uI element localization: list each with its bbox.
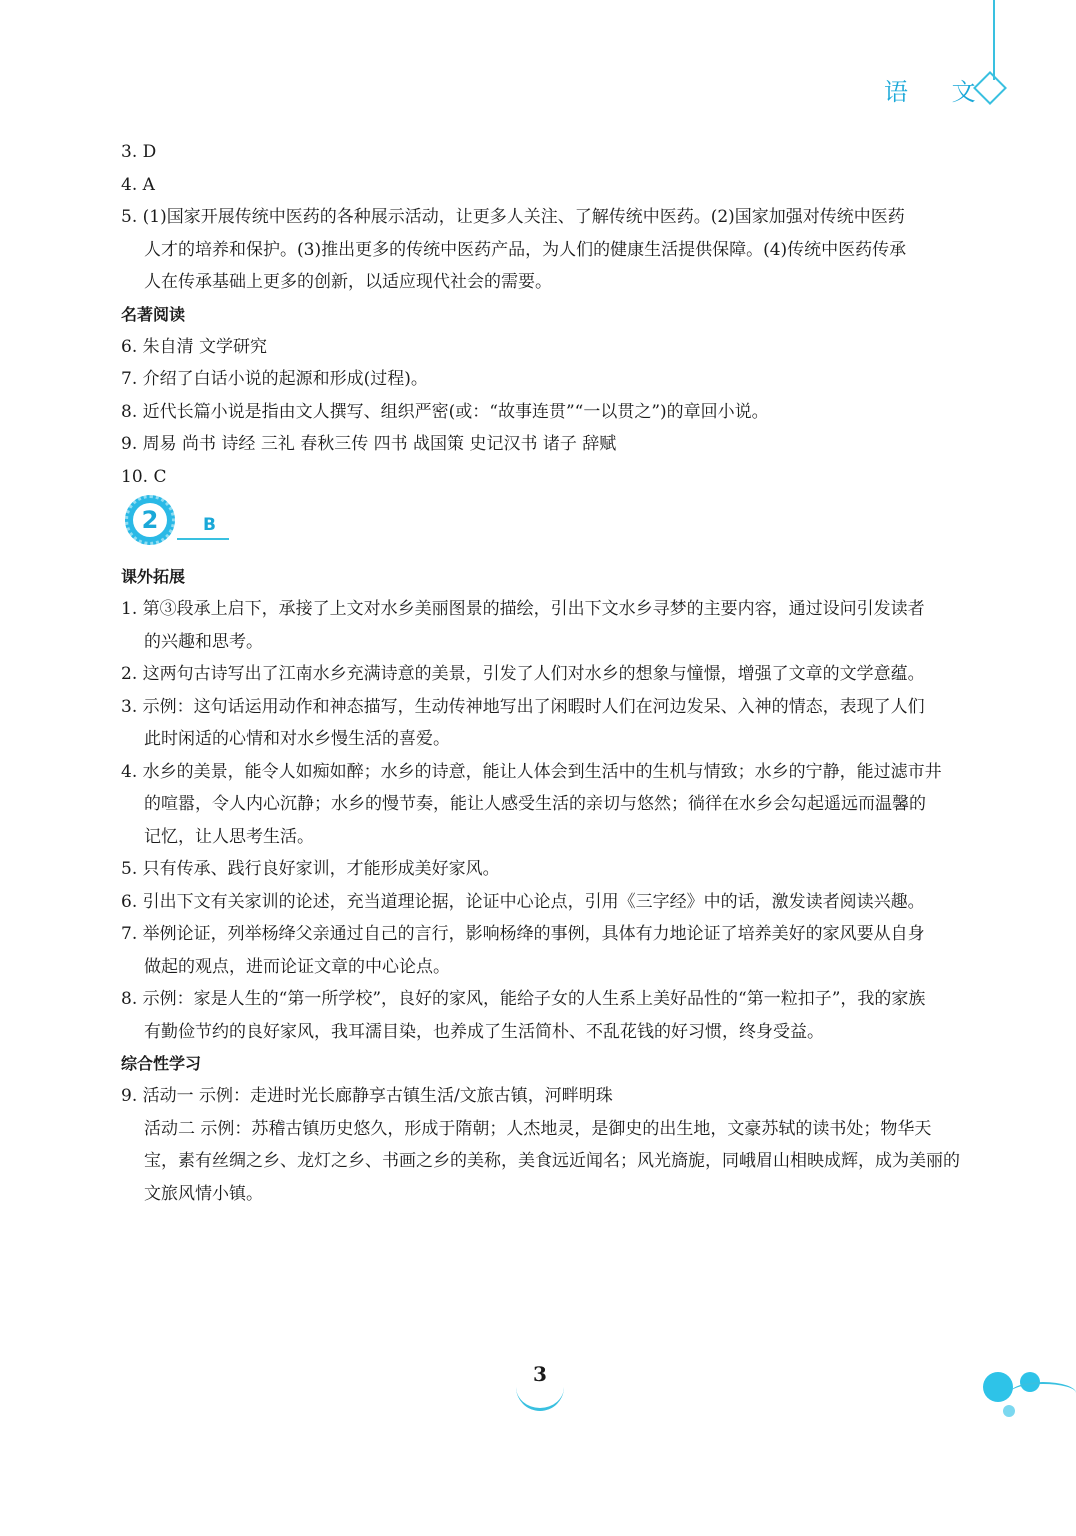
answer-line: 6. 引出下文有关家训的论述，充当道理论据，论证中心论点，引用《三字经》中的话，激发读者阅读兴趣。 <box>121 891 925 912</box>
answer-line: 宝，素有丝绸之乡、龙灯之乡、书画之乡的美称，美食远近闻名；风光旖旎，同峨眉山相映成辉，成为美丽的 <box>144 1151 960 1171</box>
part1-items <box>121 136 961 299</box>
answer-line: 4. A <box>121 174 155 195</box>
decor-curve-icon <box>1010 1382 1076 1404</box>
answer-line: 9. 周易 尚书 诗经 三礼 春秋三传 四书 战国策 史记汉书 诸子 辞赋 <box>121 434 617 454</box>
answer-line: 有勤俭节约的良好家风，我耳濡目染，也养成了生活简朴、不乱花钱的好习惯，终身受益。 <box>144 1021 824 1042</box>
answer-line: 9. 活动一 示例：走进时光长廊静享古镇生活/文旅古镇，河畔明珠 <box>121 1086 613 1106</box>
part-badge <box>121 495 961 561</box>
part1-items2 <box>121 331 961 494</box>
section-title-comprehensive: 综合性学习 <box>121 1054 202 1073</box>
answer-line: 的喧嚣，令人内心沉静；水乡的慢节奏，能让人感受生活的亲切与悠然；徜徉在水乡会勾起遥远而温馨的 <box>144 794 926 814</box>
answer-line: 7. 举例论证，列举杨绛父亲通过自己的言行，影响杨绛的事例，具体有力地论证了培养美好的家风要从自身 <box>121 924 925 944</box>
answer-line: 8. 示例：家是人生的“第一所学校”，良好的家风，能给子女的人生系上美好品性的“第一粒扣子”，我的家族 <box>121 989 926 1009</box>
answer-line: 2. 这两句古诗写出了江南水乡充满诗意的美景，引发了人们对水乡的想象与憧憬，增强了文章的文学意蕴。 <box>121 664 925 684</box>
answer-line: 5. (1)国家开展传统中医药的各种展示活动，让更多人关注、了解传统中医药。(2)国家加强对传统中医药 <box>121 207 905 227</box>
answer-line: 的兴趣和思考。 <box>144 631 263 652</box>
page-number: 3 <box>533 1362 547 1386</box>
answer-line: 7. 介绍了白话小说的起源和形成(过程)。 <box>121 369 428 389</box>
answer-line: 5. 只有传承、践行良好家训，才能形成美好家风。 <box>121 859 500 879</box>
answer-line: 此时闲适的心情和对水乡慢生活的喜爱。 <box>144 729 450 749</box>
header-deco-line <box>993 0 995 80</box>
decor-dot-icon <box>1003 1405 1015 1417</box>
section-title-classics: 名著阅读 <box>121 304 186 324</box>
answer-line: 人才的培养和保护。(3)推出更多的传统中医药产品，为人们的健康生活提供保障。(4)传统中医药传承 <box>144 239 907 260</box>
answer-line: 记忆，让人思考生活。 <box>144 826 314 847</box>
badge-underline <box>177 538 229 540</box>
answer-line: 10. C <box>121 466 167 487</box>
badge-letter: B <box>203 515 216 535</box>
answer-line: 1. 第③段承上启下，承接了上文对水乡美丽图景的描绘，引出下文水乡寻梦的主要内容，通过设问引发读者 <box>121 599 925 619</box>
part2-items2 <box>121 1080 961 1210</box>
answer-line: 4. 水乡的美景，能令人如痴如醉；水乡的诗意，能让人体会到生活中的生机与情致；水乡的宁静，能过滤市井 <box>121 761 942 782</box>
answer-line: 做起的观点，进而论证文章的中心论点。 <box>144 956 450 977</box>
badge-number: 2 <box>133 503 167 537</box>
answer-line: 6. 朱自清 文学研究 <box>121 336 268 357</box>
answer-line: 活动二 示例：苏稽古镇历史悠久，形成于隋朝；人杰地灵，是御史的出生地，文豪苏轼的读书处；物华天 <box>144 1118 932 1139</box>
section-title-extension: 课外拓展 <box>121 567 186 586</box>
decor-dot-icon <box>983 1372 1013 1402</box>
answer-line: 3. 示例：这句话运用动作和神态描写，生动传神地写出了闲暇时人们在河边发呆、入神的情态，表现了人们 <box>121 696 925 717</box>
answer-content <box>121 136 961 1210</box>
answer-line: 文旅风情小镇。 <box>144 1183 263 1204</box>
badge-circle-icon <box>125 495 175 545</box>
answer-line: 8. 近代长篇小说是指由文人撰写、组织严密(或：“故事连贯”“一以贯之”)的章回小说。 <box>121 401 769 422</box>
answer-line: 人在传承基础上更多的创新，以适应现代社会的需要。 <box>144 272 552 292</box>
part2-items <box>121 593 961 1048</box>
answer-line: 3. D <box>121 142 157 162</box>
subject-title: 语 文 <box>884 78 994 106</box>
